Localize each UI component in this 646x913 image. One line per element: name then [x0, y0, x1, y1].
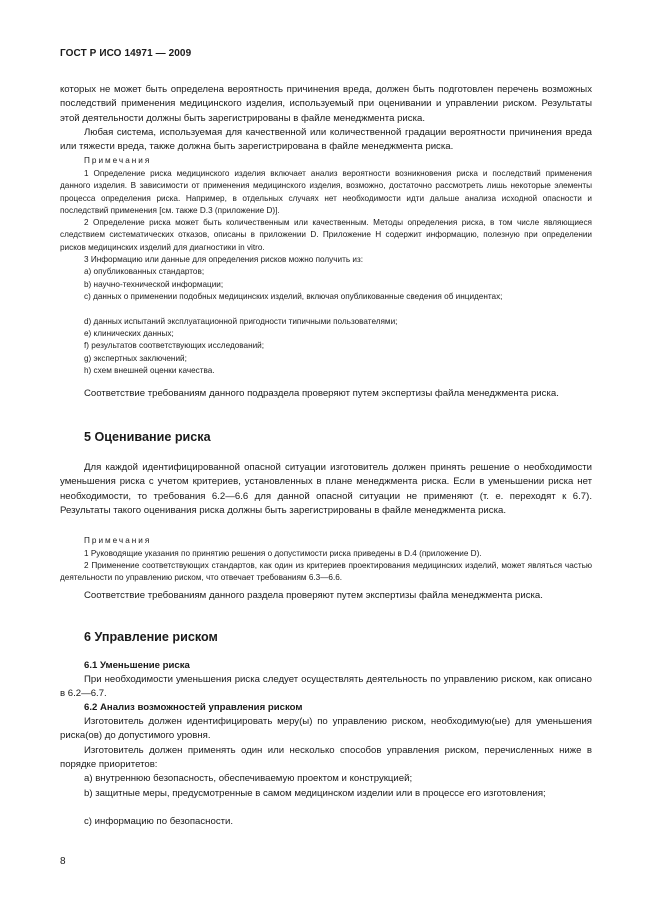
notes-label: Примечания: [84, 536, 152, 545]
subsection-6-2-paragraph: Изготовитель должен применять один или несколько способов управления риском, перечисленных ниже в порядке приоритетов:: [60, 745, 592, 771]
section-6-heading: 6 Управление риском: [84, 630, 218, 644]
subsection-6-2-heading: 6.2 Анализ возможностей управления риском: [84, 702, 303, 713]
list-item: a) опубликованных стандартов;: [84, 267, 205, 276]
list-item: b) научно-технической информации;: [84, 280, 224, 289]
subsection-6-1-heading: 6.1 Уменьшение риска: [84, 660, 190, 671]
note-1: 1 Руководящие указания по принятию решения о допустимости риска приведены в D.4 (приложение D).: [84, 549, 482, 558]
note-2: 2 Применение соответствующих стандартов, как один из критериев проектирования медицинских изделий, может являться частью деятельности по управлению риском, что отвечает требованиям 6.3—6.6.: [60, 561, 592, 583]
section-5-compliance: Соответствие требованиям данного раздела проверяют путем экспертизы файла менеджмента риска.: [84, 590, 543, 601]
section-5-heading: 5 Оценивание риска: [84, 430, 211, 444]
paragraph-gradation-system: Любая система, используемая для качественной или количественной градации вероятности причинения вреда или тяжести вреда, также должна быть зарегистрирована в файле менеджмента риска.: [60, 127, 592, 153]
list-item: g) экспертных заключений;: [84, 354, 187, 363]
paragraph-continued: которых не может быть определена вероятность причинения вреда, должен быть подготовлен перечень возможных последствий применения медицинского изделия, используемый при оценивании и управлении риском. Результаты этой деятельности должны быть зарегистрированы в файле менеджмента риска.: [60, 84, 592, 124]
compliance-paragraph: Соответствие требованиям данного подраздела проверяют путем экспертизы файла менеджмента риска.: [84, 388, 559, 399]
document-header: ГОСТ Р ИСО 14971 — 2009: [60, 48, 192, 59]
subsection-6-1-paragraph: При необходимости уменьшения риска следует осуществлять деятельность по управлению риском, как описано в 6.2—6.7.: [60, 674, 592, 700]
page-number: 8: [60, 856, 66, 867]
note-3: 3 Информацию или данные для определения рисков можно получить из:: [84, 255, 363, 264]
notes-label: Примечания: [84, 156, 152, 165]
list-item: e) клинических данных;: [84, 329, 174, 338]
list-item: c) информацию по безопасности.: [84, 816, 234, 827]
list-item: d) данных испытаний эксплуатационной пригодности типичными пользователями;: [84, 317, 398, 326]
list-item: a) внутреннюю безопасность, обеспечиваемую проектом и конструкцией;: [84, 773, 413, 784]
subsection-6-2-paragraph: Изготовитель должен идентифицировать меру(ы) по управлению риском, необходимую(ые) для уменьшения риска(ов) до допустимого уровня.: [60, 716, 592, 742]
list-item: c) данных о применении подобных медицинских изделий, включая опубликованные сведения об инцидентах;: [84, 292, 503, 301]
list-item: h) схем внешней оценки качества.: [84, 366, 215, 375]
list-item: f) результатов соответствующих исследований;: [84, 341, 265, 350]
note-2: 2 Определение риска может быть количественным или качественным. Методы определения риска, в том числе являющиеся следствием систематических отказов, описаны в приложении D. Приложение H содержит информацию, полезную при определении рисков медицинских изделий для диагностики in vitro.: [60, 218, 592, 252]
list-item: b) защитные меры, предусмотренные в самом медицинском изделии или в процессе его изготовления;: [84, 788, 546, 799]
note-1: 1 Определение риска медицинского изделия включает анализ вероятности возникновения риска и последствий применения данного изделия. В зависимости от применения медицинского изделия, возможно, достаточно рассмотреть лишь некоторые элементы процесса определения риска. Например, в отдельных случаях нет необходимости идти дальше анализа исходной опасности и последствий применения [см. также D.3 (приложение D)].: [60, 169, 592, 215]
section-5-paragraph: Для каждой идентифицированной опасной ситуации изготовитель должен принять решение о необходимости уменьшения риска с учетом критериев, установленных в плане менеджмента риска. Если в уменьшении риска нет необходимости, то требования 6.2—6.6 для данной опасной ситуации не применяют (т. е. переходят к 6.7). Результаты такого оценивания риска должны быть зарегистрированы в файле менеджмента риска.: [60, 462, 592, 516]
